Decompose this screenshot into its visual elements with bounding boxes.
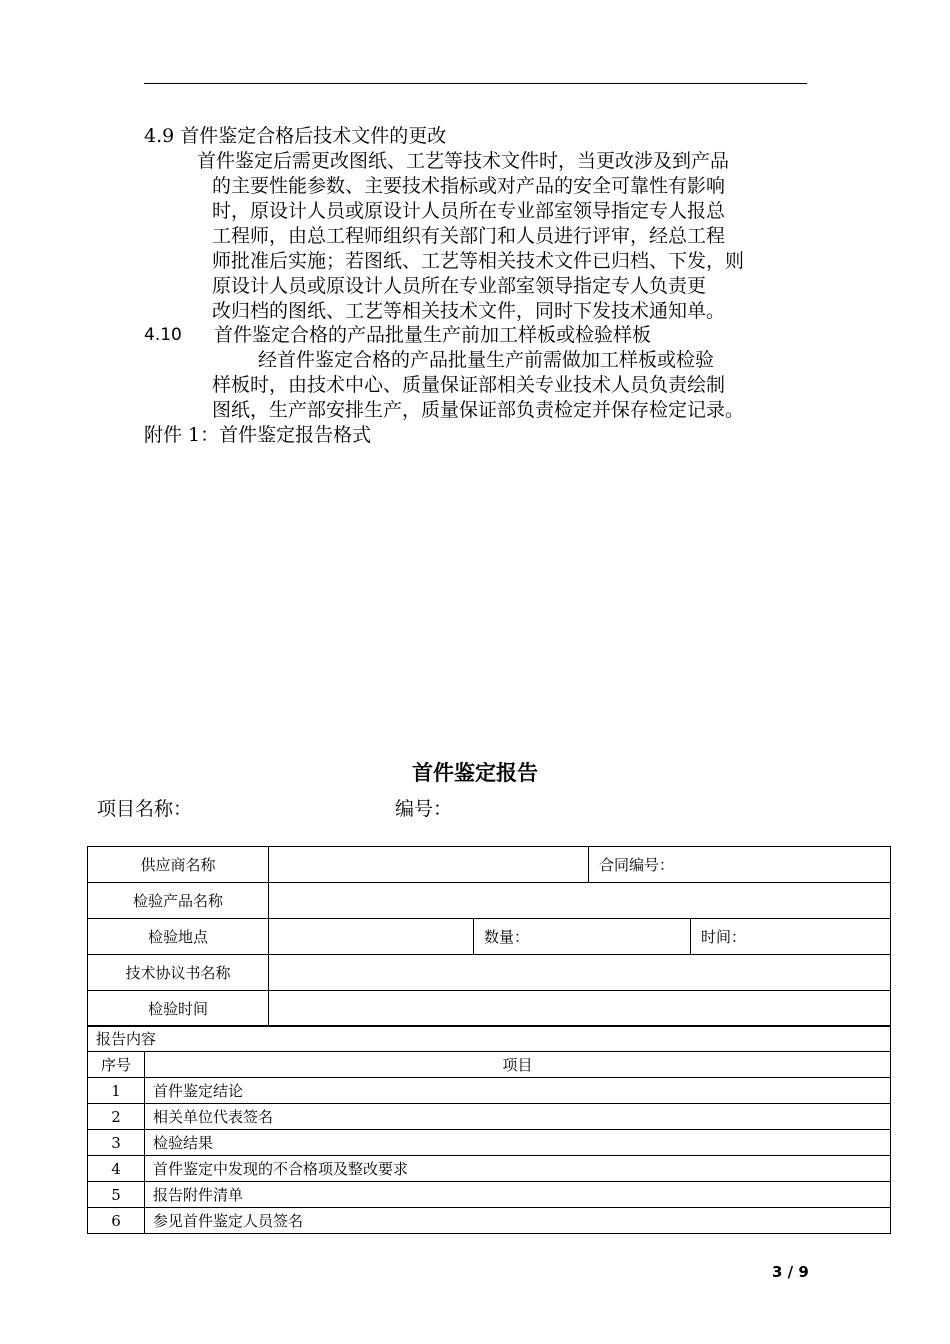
- item-text: 首件鉴定中发现的不合格项及整改要求: [145, 1156, 891, 1182]
- section-4-10-number: 4.10: [144, 325, 182, 345]
- section-4-9-line: 的主要性能参数、主要技术指标或对产品的安全可靠性有影响: [212, 175, 726, 197]
- quantity-field[interactable]: 数量：: [474, 919, 691, 955]
- table-row: [88, 1026, 891, 1052]
- table-row: [88, 1130, 891, 1156]
- item-no: 4: [88, 1156, 145, 1182]
- report-info-table: [87, 846, 891, 1027]
- table-row: [88, 1104, 891, 1130]
- item-no: 5: [88, 1182, 145, 1208]
- number-label: 编号：: [395, 798, 453, 820]
- table-row: [88, 1182, 891, 1208]
- project-name-label: 项目名称：: [97, 798, 193, 820]
- location-field[interactable]: [269, 919, 474, 955]
- table-row: [88, 1208, 891, 1234]
- report-content-label: 报告内容: [88, 1026, 891, 1052]
- item-no: 6: [88, 1208, 145, 1234]
- section-4-9-line: 师批准后实施；若图纸、工艺等相关技术文件已归档、下发，则: [212, 250, 745, 272]
- tech-agreement-label: 技术协议书名称: [88, 955, 269, 991]
- table-row: [88, 847, 891, 883]
- contract-no-field[interactable]: 合同编号：: [589, 847, 891, 883]
- item-text: 报告附件清单: [145, 1182, 891, 1208]
- table-row: [88, 1156, 891, 1182]
- header-rule: [144, 83, 807, 84]
- table-row: [88, 991, 891, 1027]
- section-4-10-line: 图纸，生产部安排生产，质量保证部负责检定并保存检定记录。: [212, 399, 745, 421]
- product-name-field[interactable]: [269, 883, 891, 919]
- supplier-label: 供应商名称: [88, 847, 269, 883]
- section-4-9-line: 改归档的图纸、工艺等相关技术文件，同时下发技术通知单。: [212, 300, 726, 322]
- inspection-time-label: 检验时间: [88, 991, 269, 1027]
- product-name-label: 检验产品名称: [88, 883, 269, 919]
- item-header: 项目: [145, 1052, 891, 1078]
- report-content-table: [87, 1025, 891, 1234]
- section-4-9-line: 首件鉴定后需更改图纸、工艺等技术文件时，当更改涉及到产品: [197, 150, 730, 172]
- item-text: 相关单位代表签名: [145, 1104, 891, 1130]
- table-row: [88, 919, 891, 955]
- time-field[interactable]: 时间：: [691, 919, 891, 955]
- attachment-line: 附件 1：首件鉴定报告格式: [144, 424, 372, 446]
- section-4-9-line: 原设计人员或原设计人员所在专业部室领导指定专人负责更: [212, 275, 707, 297]
- table-row: [88, 1078, 891, 1104]
- location-label: 检验地点: [88, 919, 269, 955]
- report-title: 首件鉴定报告: [412, 761, 538, 785]
- table-row: [88, 883, 891, 919]
- item-text: 参见首件鉴定人员签名: [145, 1208, 891, 1234]
- item-no: 3: [88, 1130, 145, 1156]
- section-4-10-line: 样板时，由技术中心、质量保证部相关专业技术人员负责绘制: [212, 374, 726, 396]
- section-4-9-heading: 4.9 首件鉴定合格后技术文件的更改: [144, 125, 447, 147]
- item-no: 1: [88, 1078, 145, 1104]
- tech-agreement-field[interactable]: [269, 955, 891, 991]
- section-4-10-line: 经首件鉴定合格的产品批量生产前需做加工样板或检验: [258, 349, 715, 371]
- page-number: 3 / 9: [772, 1263, 809, 1281]
- seq-header: 序号: [88, 1052, 145, 1078]
- item-text: 首件鉴定结论: [145, 1078, 891, 1104]
- supplier-field[interactable]: [269, 847, 589, 883]
- section-4-9-line: 时，原设计人员或原设计人员所在专业部室领导指定专人报总: [212, 200, 726, 222]
- section-4-10-heading: 首件鉴定合格的产品批量生产前加工样板或检验样板: [214, 324, 652, 346]
- section-4-9-line: 工程师，由总工程师组织有关部门和人员进行评审，经总工程: [212, 225, 726, 247]
- table-row: [88, 1052, 891, 1078]
- item-text: 检验结果: [145, 1130, 891, 1156]
- item-no: 2: [88, 1104, 145, 1130]
- inspection-time-field[interactable]: [269, 991, 891, 1027]
- table-row: [88, 955, 891, 991]
